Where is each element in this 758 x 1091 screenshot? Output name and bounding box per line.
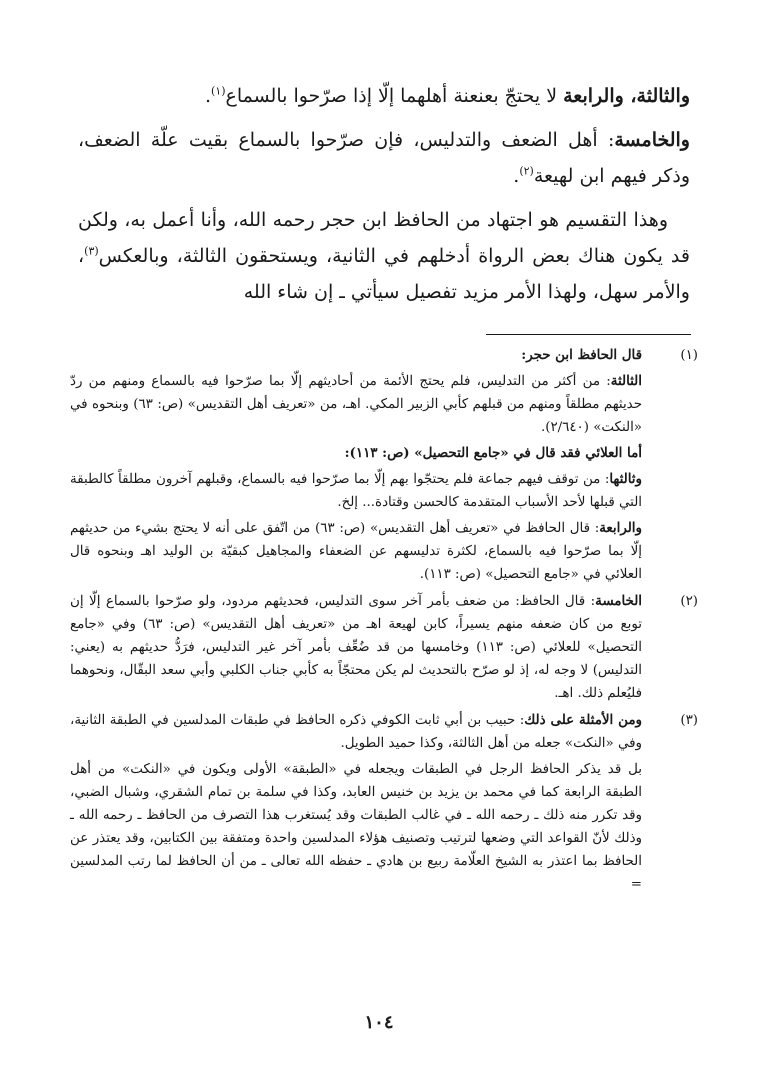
footnote-ref[interactable]: (١) [210, 84, 226, 98]
footnote-3: (٣) ومن الأمثلة على ذلك: حبيب بن أبي ثابت الكوفي ذكره الحافظ في طبقات المدلسين في الطبقة الثانية، وفي «النكت» جعله من أهل الثالثة، وكذا حميد الطويل. بل قد يذكر الحافظ الرجل في الطبقات ويجعله في «الطبقة» الأولى ويكون في «النكت» من أهل الطبقة الرابعة كما في محمد بن يزيد بن خنيس العابد، وكذا في سلمة بن تمام الشقري، وشبال الضبي، وقد تكرر منه ذلك ـ رحمه الله ـ في غالب الطبقات وقد يُستغرب هذا التصرف من الحافظ ـ رحمه الله ـ وذلك لأنّ القواعد التي وضعها لترتيب وتصنيف هؤلاء المدلسين واحدة ومتفقة بين الكتابين، وقد يعتذر عن الحافظ بما اعتذر به الشيخ العلّامة ربيع بن هادي ـ حفظه الله تعالى ـ من أن الحافظ لما رتب المدلسين = [70, 709, 698, 896]
paragraph-classification: وهذا التقسيم هو اجتهاد من الحافظ ابن حجر رحمه الله، وأنا أعمل به، ولكن قد يكون هناك بعض الرواة أدخلهم في الثانية، ويستحقون الثالثة، وبالعكس$^{(٣)}$، والأمر سهل، ولهذا الأمر مزيد تفصيل سيأتي ـ إن شاء الله [78, 209, 690, 303]
footnote-ref[interactable]: (٢) [519, 164, 534, 178]
footnote-number: (١) [680, 348, 698, 363]
footnote-heading: قال الحافظ ابن حجر: [521, 347, 642, 363]
lead-term: والثالثة، والرابعة [563, 85, 690, 107]
footnote-divider [486, 334, 691, 335]
footnote-ref[interactable]: (٣) [84, 244, 99, 258]
page-number: ١٠٤ [364, 1012, 394, 1033]
paragraph-third-fourth: والثالثة، والرابعة لا يحتجّ بعنعنة أهلهما إلّا إذا صرّحوا بالسماع$^{(١)}$. [204, 84, 690, 107]
footnote-number: (٣) [680, 713, 698, 728]
footnote-number: (٢) [680, 594, 698, 609]
footnote-1: (١) قال الحافظ ابن حجر: الثالثة: من أكثر من التدليس، فلم يحتج الأئمة من أحاديثهم إلّا بما صرّحوا فيه بالسماع ومنهم من ردّ حديثهم مطلقاً ومنهم من قبلهم كأبي الزبير المكي. اهـ، من «تعريف أهل التقديس» (ص: ٦٣) وبنحوه في «النكت» (٢/٦٤٠). أما العلائي فقد قال في «جامع التحصيل» (ص: ١١٣): وثالثها: من توقف فيهم جماعة فلم يحتجّوا بهم إلّا بما صرّحوا فيه بالسماع، وقبلهم آخرون مطلقاً كالطبقة التي قبلها لأحد الأسباب المتقدمة كالحسن وقتادة... إلخ. والرابعة: قال الحافظ في «تعريف أهل التقديس» (ص: ٦٣) من اتّفق على أنه لا يحتج بشيء من حديثهم إلّا بما صرّحوا فيه بالسماع، لكثرة تدليسهم عن الضعفاء والمجاهيل كبقيّة بن الوليد اهـ وبنحوه قال العلائي في «جامع التحصيل» (ص: ١١٣). [70, 344, 698, 586]
footnote-2: (٢) الخامسة: قال الحافظ: من ضعف بأمر آخر سوى التدليس، فحديثهم مردود، ولو صرّحوا بالسماع إلّا إن توبع من كان ضعفه منهم يسيراً، كابن لهيعة اهـ من «تعريف أهل التقديس» (ص: ٦٣) وفي «جامع التحصيل» للعلائي (ص: ١١٣) وخامسها من قد ضُعِّف بأمر آخر غير التدليس، فرَدُّ حديثهم به (يعني: التدليس) لا وجه له، إذ لو صرّح بالتحديث لم يكن محتجّاً به كأبي جناب الكلبي وأبي سعد البقّال، ونحوهما فليُعلم ذلك. اهـ. [70, 590, 698, 705]
lead-term: والخامسة [614, 129, 690, 151]
main-text [78, 78, 690, 318]
footnotes [70, 344, 698, 900]
paragraph-fifth: والخامسة: أهل الضعف والتدليس، فإن صرّحوا بالسماع بقيت علّة الضعف، وذكر فيهم ابن لهيعة$^{(٢)}$. [78, 129, 690, 187]
